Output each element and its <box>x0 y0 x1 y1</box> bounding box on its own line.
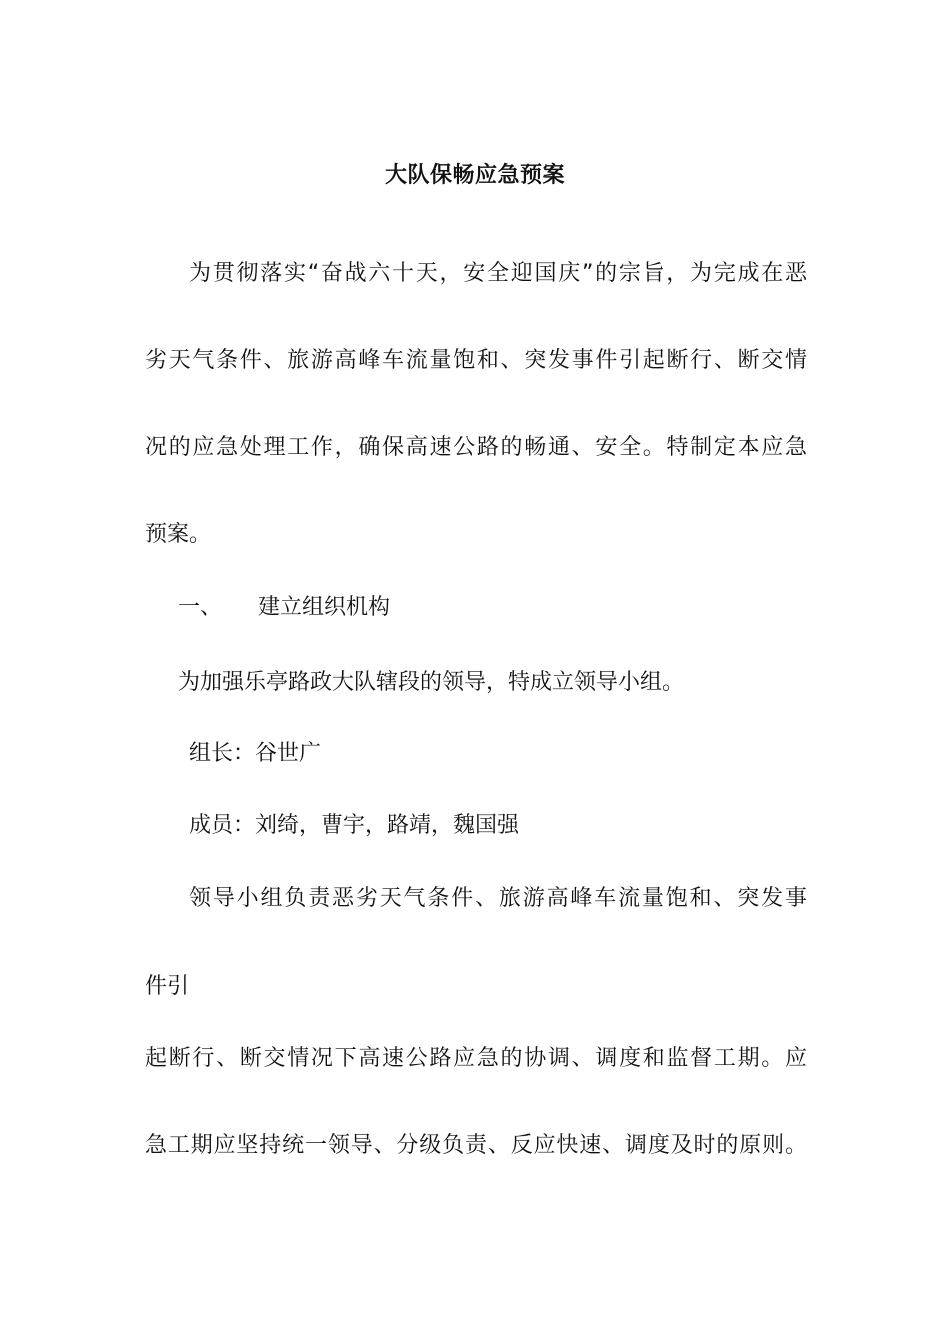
members-line: 成员：刘绮，曹宇，路靖，魏国强 <box>189 813 520 838</box>
intro-line-4: 预案。 <box>145 522 212 547</box>
duty-line-2: 件引 <box>145 974 190 999</box>
intro-line-3: 况的应急处理工作，确保高速公路的畅通、安全。特制定本应急 <box>145 435 807 460</box>
duty-line-3: 起断行、断交情况下高速公路应急的协调、调度和监督工期。应 <box>145 1046 807 1071</box>
section-heading: 建立组织机构 <box>258 595 391 620</box>
intro-line-1: 为贯彻落实“奋战六十天，安全迎国庆”的宗旨，为完成在恶 <box>189 261 807 286</box>
duty-line-4: 急工期应坚持统一领导、分级负责、反应快速、调度及时的原则。 <box>145 1133 807 1158</box>
document-title: 大队保畅应急预案 <box>384 163 565 188</box>
section-intro: 为加强乐亭路政大队辖段的领导，特成立领导小组。 <box>178 670 685 695</box>
intro-line-2: 劣天气条件、旅游高峰车流量饱和、突发事件引起断行、断交情 <box>145 348 807 373</box>
section-number: 一、 <box>178 595 223 620</box>
duty-line-1: 领导小组负责恶劣天气条件、旅游高峰车流量饱和、突发事 <box>189 886 807 911</box>
leader-line: 组长：谷世广 <box>189 741 322 766</box>
